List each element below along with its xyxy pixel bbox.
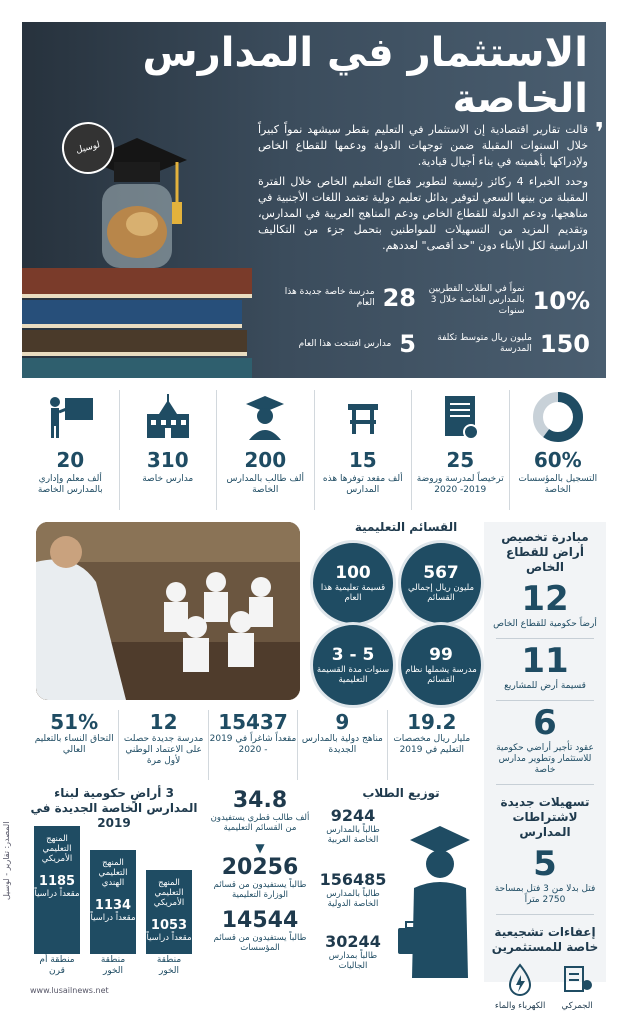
lusail-badge: لوسيل bbox=[56, 116, 119, 179]
region-label: منطقة الخور bbox=[100, 955, 126, 976]
school-building-icon bbox=[141, 390, 195, 444]
electricity-water-icon bbox=[502, 961, 538, 997]
stat-curricula: 9 مناهج دولية بالمدارس الجديدة bbox=[297, 710, 386, 780]
lands-initiative-panel: مبادرة تخصيص أراض للقطاع الخاص 12 أرضاً حكومية للقطاع الخاص 11 قسيمة أرض للمشاريع 6 عقود تأجير أراضي حكومية للاستثمار وتطوير مدارس خاصة تسهيلات جديدة لاشتراطات المدارس 5 فتل بدلا من 3 فتل بمساحة 2750 متراً إعفاءات تشجيعية خاصة للمستثمرين الجمركي الكهرباء والماء bbox=[484, 522, 606, 982]
distribution-arab: 9244 طالباً بالمدارس الخاصة العربية bbox=[326, 806, 380, 845]
stat-budget: 19.2 مليار ريال مخصصات التعليم في 2019 bbox=[387, 710, 476, 780]
page-title: الاستثمار في المدارس الخاصة bbox=[142, 30, 588, 122]
quote-icon: ❜ bbox=[594, 118, 604, 148]
teacher-icon bbox=[43, 390, 97, 444]
figure-schools: 310 مدارس خاصة bbox=[119, 390, 217, 510]
books-illustration bbox=[22, 268, 252, 378]
exemption-utilities: الكهرباء والماء bbox=[495, 961, 545, 1011]
customs-icon bbox=[559, 961, 595, 997]
header-stat-new-schools: 28 مدرسة خاصة جديدة هذا العام bbox=[284, 284, 416, 312]
figure-enrollment: 60% التسجيل بالمؤسسات الخاصة bbox=[509, 390, 607, 510]
key-figures-row bbox=[22, 390, 606, 510]
students-split: 34.8 ألف طالب قطري يستفيدون من القسائم التعليمية ▼ 20256 طالباً يستفيدون من قسائم الوزارة التعليمية 14544 طالباً يستفيدون من قسائم المؤسسات bbox=[210, 788, 310, 953]
exemption-customs: الجمركي bbox=[559, 961, 595, 1011]
voucher-circle-count: 100 قسيمة تعليمية هذا العام bbox=[310, 540, 396, 626]
figure-students: 200 ألف طالب بالمدارس الخاصة bbox=[216, 390, 314, 510]
lands-chart-title: 3 أراضٍ حكومية لبناء المدارس الخاصة الجديدة في 2019 bbox=[30, 786, 198, 830]
stat-vacant-seats: 15437 مقعداً شاغراً في 2019 - 2020 bbox=[208, 710, 297, 780]
figure-licenses: 25 ترخيصاً لمدرسة وروضة 2019- 2020 bbox=[411, 390, 509, 510]
facilities-title: تسهيلات جديدة لاشتراطات المدارس bbox=[500, 795, 590, 839]
distribution-communities: 30244 طالباً بمدارس الجاليات bbox=[325, 932, 381, 971]
voucher-circle-total: 567 مليون ريال إجمالي القسائم bbox=[398, 540, 484, 626]
voucher-circle-schools: 99 مدرسة يشملها نظام القسائم bbox=[398, 622, 484, 708]
education-stats-row bbox=[30, 710, 476, 780]
pie-chart-icon bbox=[531, 390, 585, 444]
land-bar-khor-indian: المنهج التعليمي الهندي 1134 مقعداً دراسياً bbox=[90, 850, 136, 954]
land-bar-um-qarn: المنهج التعليمي الأمريكي 1185 مقعداً دراسياً bbox=[34, 826, 80, 954]
intro-text: قالت تقارير اقتصادية إن الاستثمار في التعليم بقطر سيشهد نمواً كبيراً خلال السنوات المقبلة ضمن توجهات الدولة ودعمها للقطاع الخاص ولإدراكها بأهميته في بناء أجيال قيادية. وحدد الخبراء 4 ركائز رئيسية لتطوير قطاع التعليم الخاص خلال الفترة المقبلة من بينها السعي لتوفير بدائل تعليم دولية تعتمد اللغات الأجنبية في مناهجها، ودعم الدولة للقطاع الخاص ودعم المناهج العربية في المدارس، وتقديم المزيد من التسهيلات للمواطنين بتحمل جزء من التكاليف الدراسية لكل الأبناء دون "حد أقصى" لعددهم. bbox=[258, 123, 589, 252]
region-label: منطقة أم قرن bbox=[39, 955, 75, 976]
header-stat-growth: 10% نمواً في الطلاب القطريين بالمدارس الخاصة خلال 3 سنوات bbox=[428, 284, 590, 316]
graduate-icon bbox=[238, 390, 292, 444]
site-url: www.lusailnews.net bbox=[30, 986, 109, 995]
stat-women-enrollment: 51% التحاق النساء بالتعليم العالي bbox=[34, 710, 114, 755]
distribution-title: توزيع الطلاب bbox=[362, 786, 440, 800]
graduate-student-icon bbox=[396, 818, 484, 986]
classroom-photo bbox=[36, 522, 300, 700]
header-banner bbox=[22, 22, 606, 378]
school-desk-icon bbox=[336, 390, 390, 444]
source-note: المصدر: تقارير - لوسيل bbox=[2, 822, 11, 901]
voucher-circle-duration: 5 - 3 سنوات مدة القسيمة التعليمية bbox=[310, 622, 396, 708]
header-stat-cost: 150 مليون ريال متوسط تكلفة المدرسة bbox=[437, 330, 590, 358]
figure-seats: 15 ألف مقعد توفرها هذه المدارس bbox=[314, 390, 412, 510]
chevron-down-icon: ▼ bbox=[255, 841, 265, 855]
header-stat-opened: 5 مدارس افتتحت هذا العام bbox=[298, 330, 416, 358]
land-bar-khor-american: المنهج التعليمي الأمريكي 1053 مقعداً دراسياً bbox=[146, 870, 192, 954]
region-label: منطقة الخور bbox=[156, 955, 182, 976]
distribution-international: 156485 طالباً بالمدارس الخاصة الدولية bbox=[319, 870, 387, 909]
lands-initiative-title: مبادرة تخصيص أراض للقطاع الخاص bbox=[501, 530, 589, 574]
figure-teachers: 20 ألف معلم وإداري بالمدارس الخاصة bbox=[22, 390, 119, 510]
exemptions-list bbox=[484, 959, 606, 1013]
stat-accredited: 12 مدرسة جديدة حصلت على الاعتماد الوطني لأول مرة bbox=[118, 710, 207, 780]
exemptions-title: إعفاءات تشجيعية خاصة للمستثمرين bbox=[491, 925, 599, 954]
vouchers-title: القسائم التعليمية bbox=[354, 520, 458, 534]
document-icon bbox=[433, 390, 487, 444]
